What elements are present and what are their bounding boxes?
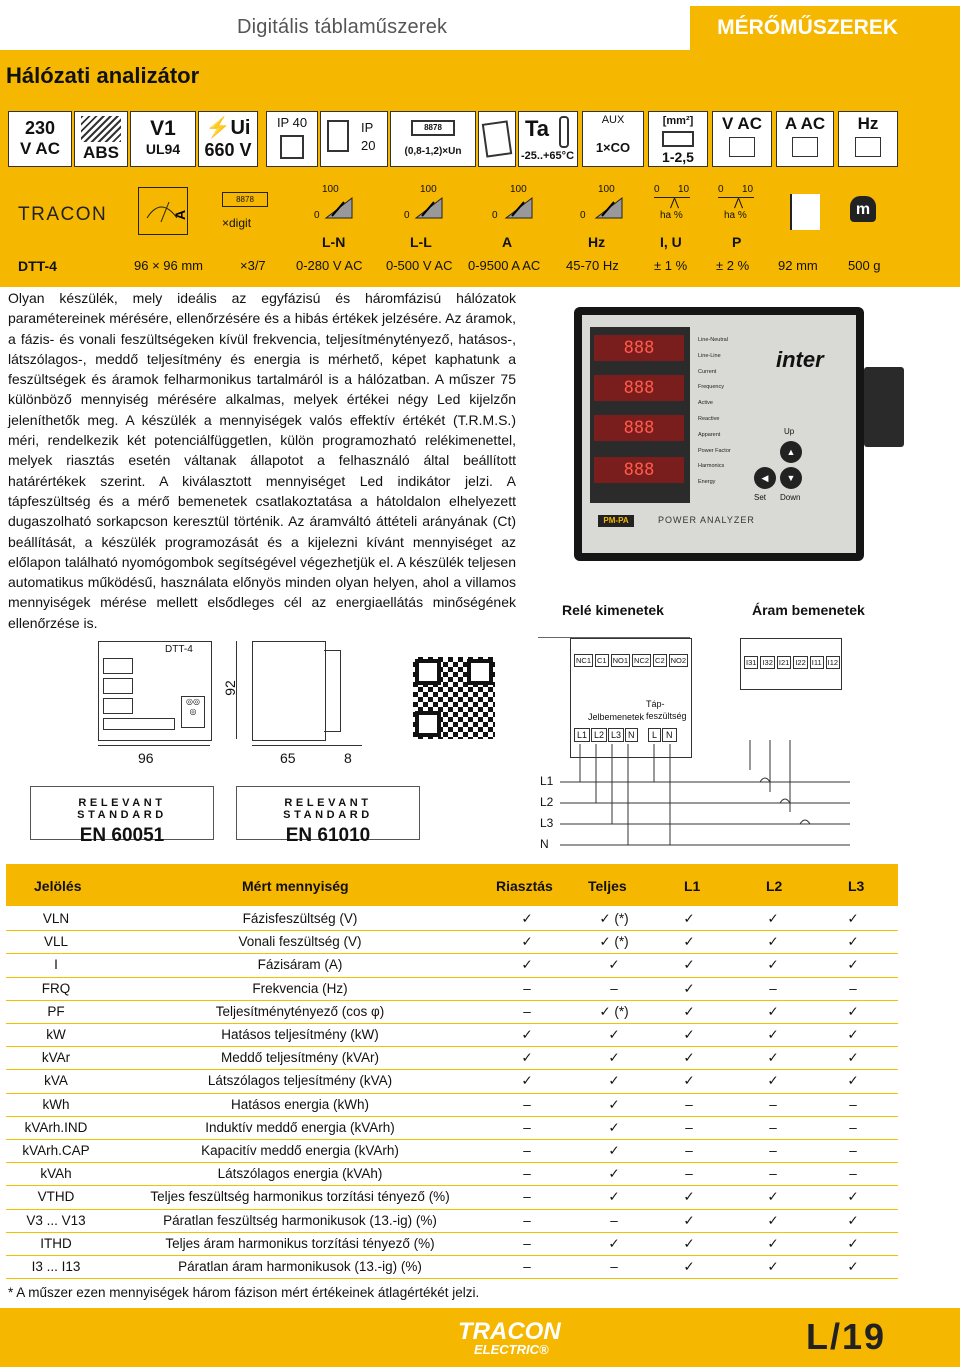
model-label: DTT-4	[18, 258, 57, 274]
cell-mark: –	[523, 1143, 531, 1158]
mounting-icon	[478, 111, 516, 167]
table-row	[6, 1210, 898, 1233]
cell-mark: ✓ (*)	[599, 911, 629, 926]
cell-mark: –	[523, 1003, 531, 1019]
cell-mark: –	[685, 1096, 693, 1112]
cell-mark: ✓	[521, 1027, 533, 1042]
cell-mark: ✓	[521, 911, 533, 926]
current-terminals: I31 I32 I21 I22 I11 I12	[746, 658, 839, 667]
description: Olyan készülék, mely ideális az egyfázisú és háromfázisú hálózatok paramétereinek mérésére, ellenőrzésére és a hibás értékek jelzésére. Az áramok, a fázis- és vonali feszültségeken kívül frekvencia, teljesítménytényező, hatásos-, látszólagos-, meddő teljesítmény és energia is mérhető, képet kaphatunk a feszültségek és áramok felharmonikus tartalmáról is a hálózatban. A műszer 75 különböző mennyiség mérésére alkalmas, melyek értékei négy Led kijelzőn jeleníthetők meg. A készülék a mennyiségek valós effektív értékét (T.R.M.S.) méri, rendelkezik két potenciálfüggetlen, külön programozható relékimenettel, melyek riasztás esetén váltanak állapotot a felhasználó által beállított határértékek szerint. A kiválasztott mennyiséget Led indikátor jelzi. A tápfeszültség és a mérő bemenetek csatlakoztatása a hátoldalon elhelyezett dugaszolható sorkapcson keresztül történik. Az áramváltó áttételi arányának (Ct) beállítását, a készülék programozását és a kijelezni kívánt mennyiséget az előlapon található nyomógombok segítségével végezhetjük el. A készülék teljesen automatikus működésű, használata előnyös minden olyan helyen, ahol a villamos mennyiségek mérése mellett elsődleges cél az energiaellátás minőségének ellenőrzése is.	[8, 290, 516, 631]
cell-mark: –	[849, 1096, 857, 1112]
cell-mark: ✓	[683, 980, 695, 996]
cell-quantity: Teljes áram harmonikus torzítási tényező (%)	[165, 1235, 435, 1251]
spec-weight: 500 g	[848, 258, 881, 273]
up-label: Up	[784, 427, 795, 436]
side-dimension-drawing	[252, 641, 326, 741]
table-row	[6, 954, 898, 977]
cell-mark: ✓	[767, 1259, 779, 1274]
cell-mark: ✓	[521, 957, 533, 973]
cell-mark: –	[685, 1166, 693, 1182]
cell-mark: ✓	[847, 1003, 859, 1019]
relay-terminals: NC1 C1 NO1 NC2 C2 NO2	[576, 656, 687, 665]
spec-digits: ×3/7	[240, 258, 266, 273]
th-l2: L2	[766, 878, 783, 894]
th-quantity: Mért mennyiség	[242, 878, 349, 894]
cell-mark: –	[849, 980, 857, 996]
spec-accuracy-iu: ± 1 %	[654, 258, 688, 273]
display-range-icon: 8878 (0,8-1,2)×Un	[390, 111, 476, 167]
cell-symbol: kVArh.IND	[24, 1119, 88, 1135]
wire-section-icon: [mm²] 1-2,5	[648, 111, 708, 167]
spec-vll: 0-500 V AC	[386, 258, 453, 273]
cell-quantity: Páratlan áram harmonikusok (13.-ig) (%)	[178, 1259, 422, 1274]
cell-symbol: kVArh.CAP	[22, 1143, 90, 1158]
standard-box-2	[236, 786, 420, 846]
digit-display-icon: 8878	[222, 192, 268, 207]
qr-code[interactable]	[413, 657, 495, 739]
cell-mark: ✓	[608, 1050, 620, 1066]
cell-mark: ✓	[767, 1189, 779, 1205]
th-total: Teljes	[588, 878, 627, 894]
voltage-icon: 230 V AC	[8, 111, 72, 167]
dim-65: 65	[280, 750, 296, 766]
cell-mark: ✓	[767, 911, 779, 926]
cell-mark: ✓	[683, 911, 695, 926]
aac-meter-icon: A AC	[776, 111, 834, 167]
cell-mark: ✓	[608, 1073, 620, 1089]
cell-mark: –	[523, 1096, 531, 1112]
cell-quantity: Hatásos teljesítmény (kW)	[221, 1027, 379, 1042]
line-l3: L3	[540, 816, 554, 830]
cell-mark: ✓	[847, 1027, 859, 1042]
brand-logo: TRACON	[18, 204, 108, 225]
cell-mark: –	[769, 1143, 777, 1158]
cell-quantity: Fázisáram (A)	[257, 957, 343, 973]
page-title: Hálózati analizátor	[6, 63, 200, 88]
input-label: Jelbemenetek	[588, 712, 645, 722]
vac-meter-icon: V AC	[712, 111, 772, 167]
cell-mark: –	[610, 1259, 618, 1274]
cell-mark: ✓	[683, 1259, 695, 1274]
cell-mark: ✓	[767, 1027, 779, 1042]
ip-rear-icon: IP 20	[320, 111, 388, 167]
line-l1: L1	[540, 774, 554, 788]
spec-size: 96 × 96 mm	[134, 258, 204, 273]
table-row	[6, 1094, 898, 1117]
cell-mark: ✓	[608, 1027, 620, 1042]
cell-quantity: Páratlan feszültség harmonikusok (13.-ig) (%)	[163, 1212, 437, 1228]
cell-quantity: Hatásos energia (kWh)	[230, 1096, 370, 1112]
cell-mark: –	[769, 980, 777, 996]
col-label-iu: I, U	[660, 234, 682, 250]
accuracy-p-icon: 0 10 ⋀ ha %	[718, 184, 754, 221]
table-row	[6, 1117, 898, 1140]
cell-mark: ✓	[521, 1073, 533, 1089]
col-label-ln: L-N	[322, 234, 346, 250]
line-n: N	[540, 837, 549, 851]
cell-mark: ✓	[767, 1212, 779, 1228]
supply-terminals: L N	[648, 728, 677, 742]
th-l3: L3	[848, 878, 865, 894]
col-label-p: P	[732, 234, 742, 250]
cell-symbol: V3 ... V13	[26, 1212, 86, 1228]
spec-current: 0-9500 A AC	[468, 258, 541, 273]
cell-symbol: I	[54, 957, 58, 973]
set-button[interactable]: ◀	[754, 467, 776, 489]
footnote: * A műszer ezen mennyiségek három fázison mért értékeinek átlagértékét jelzi.	[8, 1285, 480, 1300]
standard-caption: RELEVANT STANDARD	[77, 797, 167, 821]
panel-meter-icon	[138, 187, 188, 235]
standard-caption: RELEVANT STANDARD	[283, 797, 373, 821]
cell-symbol: kVAh	[40, 1166, 72, 1182]
cell-mark: –	[769, 1166, 777, 1182]
cell-mark: ✓	[608, 957, 620, 973]
spec-frequency: 45-70 Hz	[566, 258, 619, 273]
cell-mark: –	[523, 1189, 531, 1205]
cell-mark: ✓	[847, 1073, 859, 1089]
cell-symbol: I3 ... I13	[31, 1259, 81, 1274]
cell-mark: ✓	[683, 1050, 695, 1066]
table-row	[6, 1001, 898, 1024]
cell-mark: ✓	[683, 1189, 695, 1205]
col-label-ll: L-L	[410, 234, 432, 250]
footer-logo: TRACON	[458, 1318, 561, 1345]
cell-mark: ✓	[683, 1027, 695, 1042]
line-l2: L2	[540, 795, 554, 809]
insulation-voltage-icon: ⚡Ui 660 V	[198, 111, 258, 167]
cell-symbol: kWh	[42, 1096, 70, 1112]
th-symbol: Jelölés	[34, 878, 82, 894]
gauge-a-icon: 100 0	[480, 184, 540, 228]
set-label: Set	[754, 493, 767, 502]
cell-symbol: kW	[46, 1027, 66, 1042]
cell-mark: –	[849, 1119, 857, 1135]
section-title: MÉRŐMŰSZEREK	[717, 16, 898, 39]
cell-symbol: kVA	[44, 1073, 68, 1089]
cell-symbol: VLN	[42, 911, 70, 926]
cell-symbol: FRQ	[41, 980, 71, 996]
cell-symbol: ITHD	[40, 1235, 72, 1251]
ip-front-icon: IP 40	[266, 111, 318, 167]
cell-mark: ✓	[521, 1050, 533, 1066]
cell-symbol: VLL	[43, 934, 69, 950]
cell-mark: ✓	[767, 1050, 779, 1066]
cell-quantity: Vonali feszültség (V)	[238, 934, 362, 950]
cell-mark: ✓	[683, 1003, 695, 1019]
current-heading: Áram bemenetek	[752, 602, 865, 618]
table-row	[6, 1256, 898, 1279]
cell-mark: –	[523, 1119, 531, 1135]
dim-96: 96	[138, 750, 154, 766]
cell-mark: ✓	[608, 1096, 620, 1112]
cell-mark: ✓	[767, 934, 779, 950]
cell-quantity: Teljesítménytényező (cos φ)	[215, 1003, 385, 1019]
cell-mark: –	[685, 1143, 693, 1158]
cell-symbol: kVAr	[41, 1050, 71, 1066]
dim-92: 92	[221, 680, 238, 696]
standard-value: EN 60051	[79, 825, 165, 846]
front-dimension-drawing: ◎◎ ◎	[98, 641, 212, 741]
th-alarm: Riasztás	[496, 878, 553, 894]
cell-quantity: Induktív meddő energia (kVArh)	[205, 1119, 395, 1135]
gauge-ll-icon: 100 0	[390, 184, 450, 228]
svg-text:A: A	[172, 209, 187, 220]
cell-mark: ✓	[683, 1235, 695, 1251]
supply-label: Táp-feszültség	[646, 699, 687, 721]
cell-mark: ✓	[767, 1003, 779, 1019]
device-name: POWER ANALYZER	[658, 515, 755, 525]
cell-mark: ✓	[608, 1119, 620, 1135]
cell-mark: ✓	[767, 1073, 779, 1089]
cell-mark: –	[849, 1143, 857, 1158]
cell-mark: ✓	[847, 957, 859, 973]
row-separator	[6, 1278, 898, 1279]
drawing-model-label: DTT-4	[165, 644, 193, 655]
weight-icon: m	[850, 196, 876, 222]
cell-mark: ✓	[767, 957, 779, 973]
cell-mark: ✓	[608, 1235, 620, 1251]
cell-mark: –	[769, 1096, 777, 1112]
table-row	[6, 1140, 898, 1163]
accuracy-iu-icon: 0 10 ⋀ ha %	[654, 184, 690, 221]
cell-mark: ✓	[683, 1073, 695, 1089]
hz-meter-icon: Hz	[838, 111, 898, 167]
cell-quantity: Teljes feszültség harmonikus torzítási tényező (%)	[150, 1189, 450, 1205]
cell-mark: –	[523, 1259, 531, 1274]
col-label-a: A	[502, 234, 513, 250]
cell-symbol: PF	[47, 1003, 65, 1019]
table-row	[6, 1024, 898, 1047]
table-row	[6, 1070, 898, 1093]
cell-quantity: Fázisfeszültség (V)	[242, 911, 358, 926]
cell-mark: –	[610, 1212, 618, 1228]
table-row	[6, 1186, 898, 1209]
cell-mark: ✓	[847, 1050, 859, 1066]
cell-mark: –	[523, 1166, 531, 1182]
table-row	[6, 1233, 898, 1256]
cell-mark: ✓	[683, 934, 695, 950]
down-button[interactable]: ▼	[780, 467, 802, 489]
cell-mark: ✓	[847, 1235, 859, 1251]
cell-quantity: Látszólagos energia (kVAh)	[217, 1166, 383, 1182]
relay-heading: Relé kimenetek	[562, 602, 664, 618]
cell-mark: ✓	[683, 1212, 695, 1228]
standard-box-1	[30, 786, 214, 846]
cell-mark: ✓	[847, 1189, 859, 1205]
gauge-ln-icon: 100 0	[300, 184, 360, 228]
footer-logo-sub: ELECTRIC®	[474, 1342, 549, 1357]
table-row	[6, 1047, 898, 1070]
device-photo: 888 888 888 888 Line-Neutral Line-Line Current Frequency Active Reactive Apparent Power Factor Harmonics Energy inter Up ▲ ◀ ▼ Set Down PM-PA POWER ANALYZER	[574, 307, 906, 567]
table-row	[6, 1163, 898, 1186]
cell-quantity: Frekvencia (Hz)	[252, 980, 348, 996]
table-row	[6, 908, 898, 931]
cell-mark: ✓ (*)	[599, 1003, 629, 1019]
cell-mark: ✓	[608, 1189, 620, 1205]
feature-icon-row	[0, 106, 960, 172]
table-header	[6, 864, 898, 906]
cell-mark: ✓	[767, 1235, 779, 1251]
gauge-hz-icon: 100 0	[570, 184, 630, 228]
cell-mark: –	[610, 980, 618, 996]
section-banner	[690, 6, 960, 50]
page-number: L/19	[806, 1316, 887, 1357]
depth-icon	[790, 194, 820, 230]
digit-label: ×digit	[222, 216, 252, 230]
cell-mark: –	[769, 1119, 777, 1135]
cell-mark: ✓	[608, 1143, 620, 1158]
flammability-icon: V1 UL94	[130, 111, 196, 167]
down-label: Down	[780, 493, 801, 502]
cell-quantity: Látszólagos teljesítmény (kVA)	[207, 1073, 393, 1089]
cell-symbol: VTHD	[37, 1189, 75, 1205]
cell-mark: –	[523, 980, 531, 996]
cell-mark: –	[685, 1119, 693, 1135]
cell-mark: ✓	[521, 934, 533, 950]
device-model: PM-PA	[598, 515, 634, 527]
table-row	[6, 931, 898, 954]
cell-mark: ✓	[847, 1259, 859, 1274]
input-terminals: L1 L2 L3 N	[574, 728, 638, 742]
device-brand: inter	[776, 347, 824, 372]
spec-vln: 0-280 V AC	[296, 258, 363, 273]
cell-mark: ✓	[847, 911, 859, 926]
standard-value: EN 61010	[285, 825, 371, 846]
up-button[interactable]: ▲	[780, 441, 802, 463]
led-legend: Line-Neutral Line-Line Current Frequency Active Reactive Apparent Power Factor Harmonics Energy	[698, 337, 731, 486]
cell-mark: ✓	[847, 1212, 859, 1228]
cell-mark: –	[523, 1212, 531, 1228]
col-label-hz: Hz	[588, 234, 606, 250]
spec-depth: 92 mm	[778, 258, 818, 273]
cell-quantity: Meddő teljesítmény (kVAr)	[220, 1050, 380, 1066]
cell-mark: –	[849, 1166, 857, 1182]
table-row	[6, 978, 898, 1001]
dim-8: 8	[344, 750, 352, 766]
cell-mark: ✓	[608, 1166, 620, 1182]
th-l1: L1	[684, 878, 701, 894]
cell-mark: –	[523, 1235, 531, 1251]
cell-quantity: Kapacitív meddő energia (kVArh)	[201, 1143, 399, 1158]
aux-contact-icon: AUX 1×CO	[582, 111, 644, 167]
spec-accuracy-p: ± 2 %	[716, 258, 750, 273]
temperature-icon: Ta -25..+65°C	[518, 111, 578, 167]
cell-mark: ✓	[847, 934, 859, 950]
category-title: Digitális táblaműszerek	[237, 16, 448, 38]
cell-mark: ✓	[683, 957, 695, 973]
cell-mark: ✓ (*)	[599, 934, 629, 950]
material-icon: ABS	[74, 111, 128, 167]
wiring-lines	[560, 740, 850, 852]
